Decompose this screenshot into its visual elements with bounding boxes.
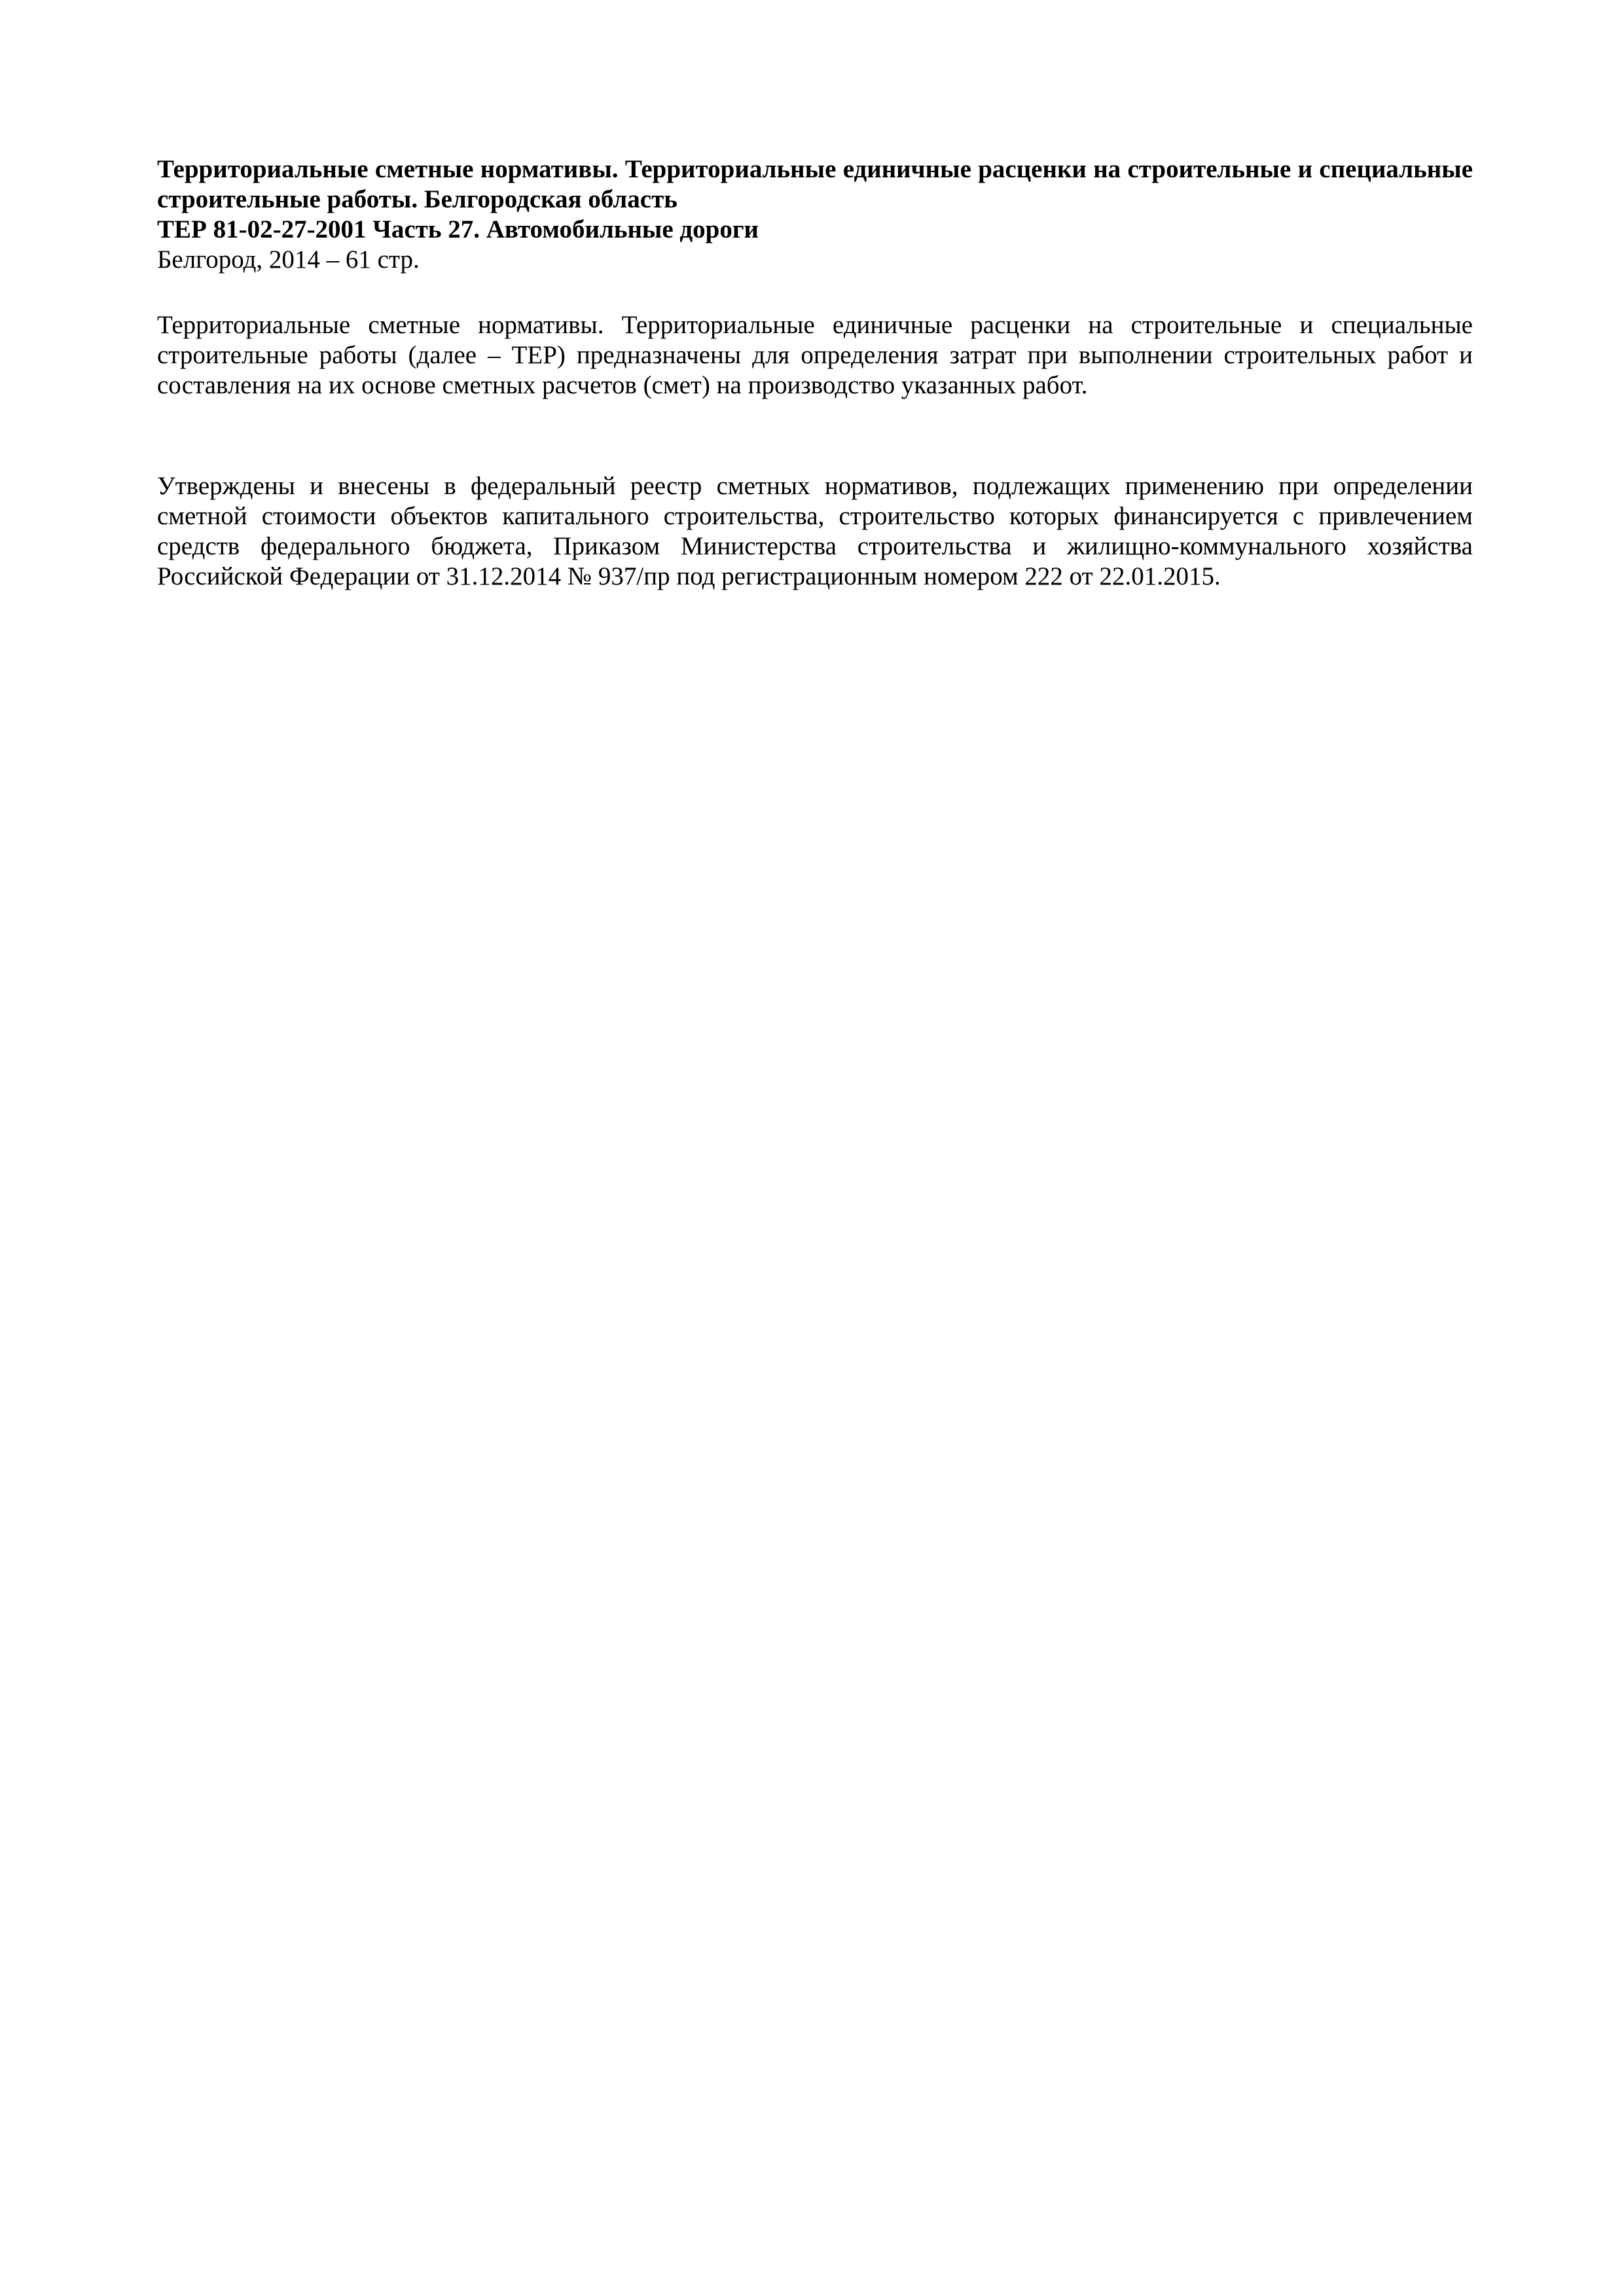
title-block <box>157 154 1473 275</box>
document-title: Территориальные сметные нормативы. Территориальные единичные расценки на строительные и специальные строительные работы. Белгородская область <box>157 155 1473 213</box>
publication-info: Белгород, 2014 – 61 стр. <box>157 245 420 274</box>
description-paragraph: Территориальные сметные нормативы. Территориальные единичные расценки на строительные и специальные строительные работы (далее – ТЕР) предназначены для определения затрат при выполнении строительных работ и составления на их основе сметных расчетов (смет) на производство указанных работ. <box>157 311 1473 399</box>
approval-paragraph: Утверждены и внесены в федеральный реестр сметных нормативов, подлежащих применению при определении сметной стоимости объектов капитального строительства, строительство которых финансируется с привлечением средств федерального бюджета, Приказом Министерства строительства и жилищно-коммунального хозяйства Российской Федерации от 31.12.2014 № 937/пр под регистрационным номером 222 от 22.01.2015. <box>157 472 1473 590</box>
document-content <box>157 154 1473 592</box>
document-code-line: ТЕР 81-02-27-2001 Часть 27. Автомобильные дороги <box>157 215 759 243</box>
